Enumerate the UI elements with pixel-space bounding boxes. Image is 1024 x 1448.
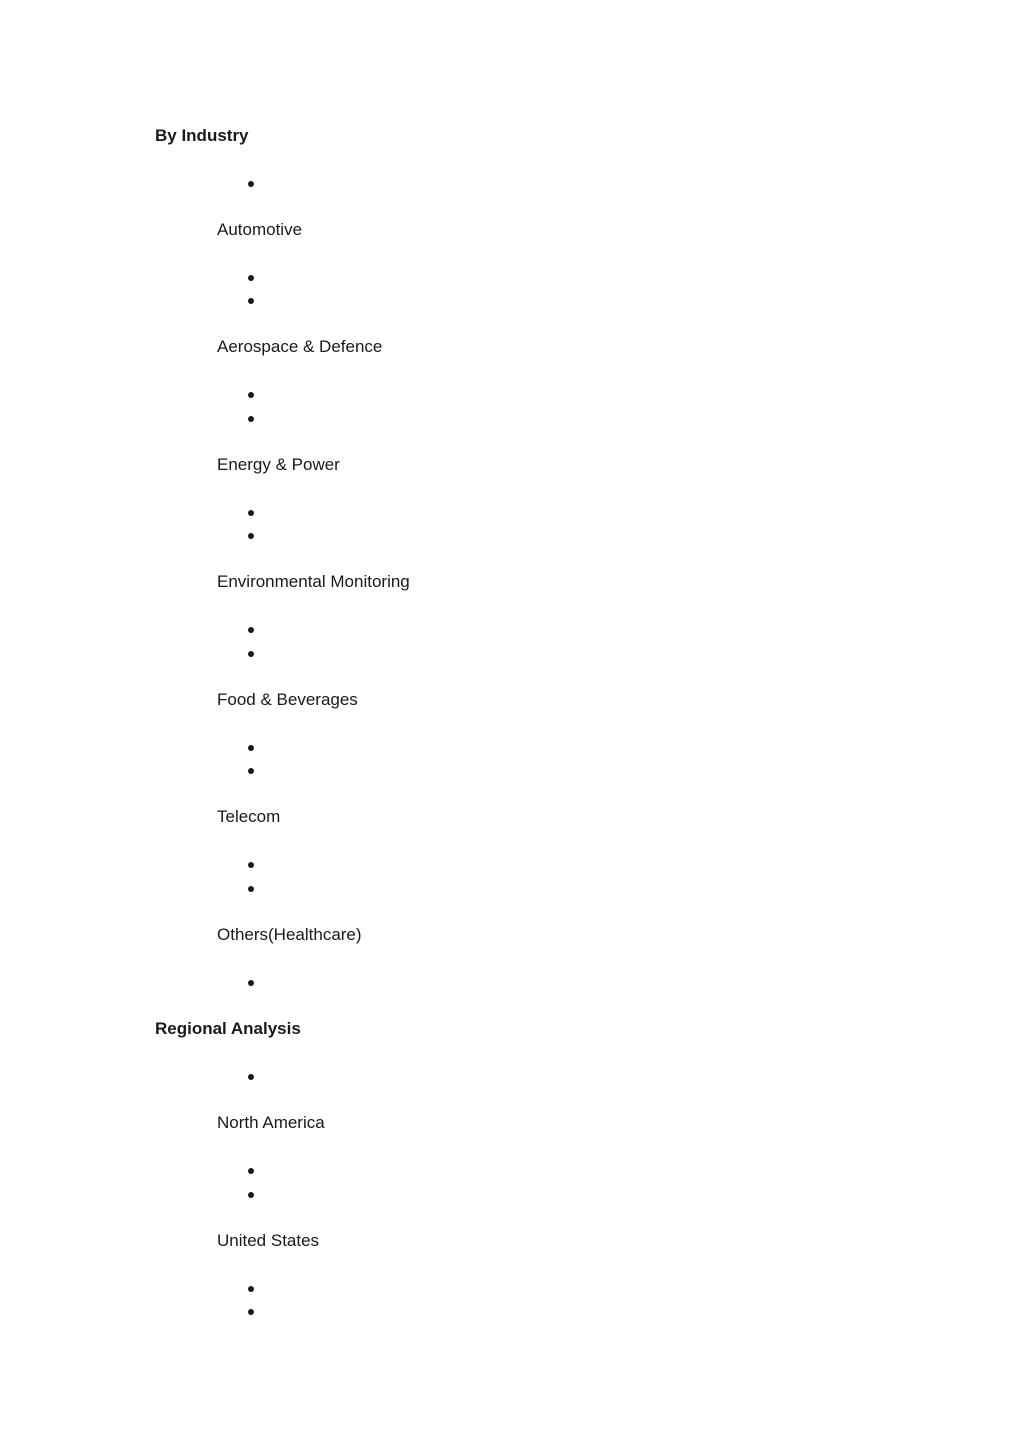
list-item-automotive: Automotive xyxy=(217,220,303,239)
list-bullet xyxy=(248,651,254,657)
list-item-telecom: Telecom xyxy=(217,807,281,826)
list-item-north-america: North America xyxy=(217,1113,325,1132)
list-bullet xyxy=(248,533,254,539)
list-item-food-beverages: Food & Beverages xyxy=(217,690,358,709)
list-bullet xyxy=(248,416,254,422)
list-bullet xyxy=(248,745,254,751)
list-bullet xyxy=(248,886,254,892)
list-bullet xyxy=(248,181,254,187)
list-bullet xyxy=(248,1192,254,1198)
list-bullet xyxy=(248,392,254,398)
list-bullet xyxy=(248,298,254,304)
list-item-others-healthcare: Others(Healthcare) xyxy=(217,925,362,944)
list-bullet xyxy=(248,1074,254,1080)
list-item-environmental-monitoring: Environmental Monitoring xyxy=(217,572,410,591)
list-item-aerospace-defence: Aerospace & Defence xyxy=(217,337,383,356)
section-heading-regional-analysis: Regional Analysis xyxy=(155,1019,301,1038)
list-item-united-states: United States xyxy=(217,1231,320,1250)
list-bullet xyxy=(248,1309,254,1315)
list-bullet xyxy=(248,627,254,633)
list-bullet xyxy=(248,510,254,516)
list-bullet xyxy=(248,1168,254,1174)
list-bullet xyxy=(248,275,254,281)
section-heading-by-industry: By Industry xyxy=(155,126,249,145)
list-item-energy-power: Energy & Power xyxy=(217,455,340,474)
list-bullet xyxy=(248,1286,254,1292)
list-bullet xyxy=(248,768,254,774)
list-bullet xyxy=(248,862,254,868)
list-bullet xyxy=(248,980,254,986)
